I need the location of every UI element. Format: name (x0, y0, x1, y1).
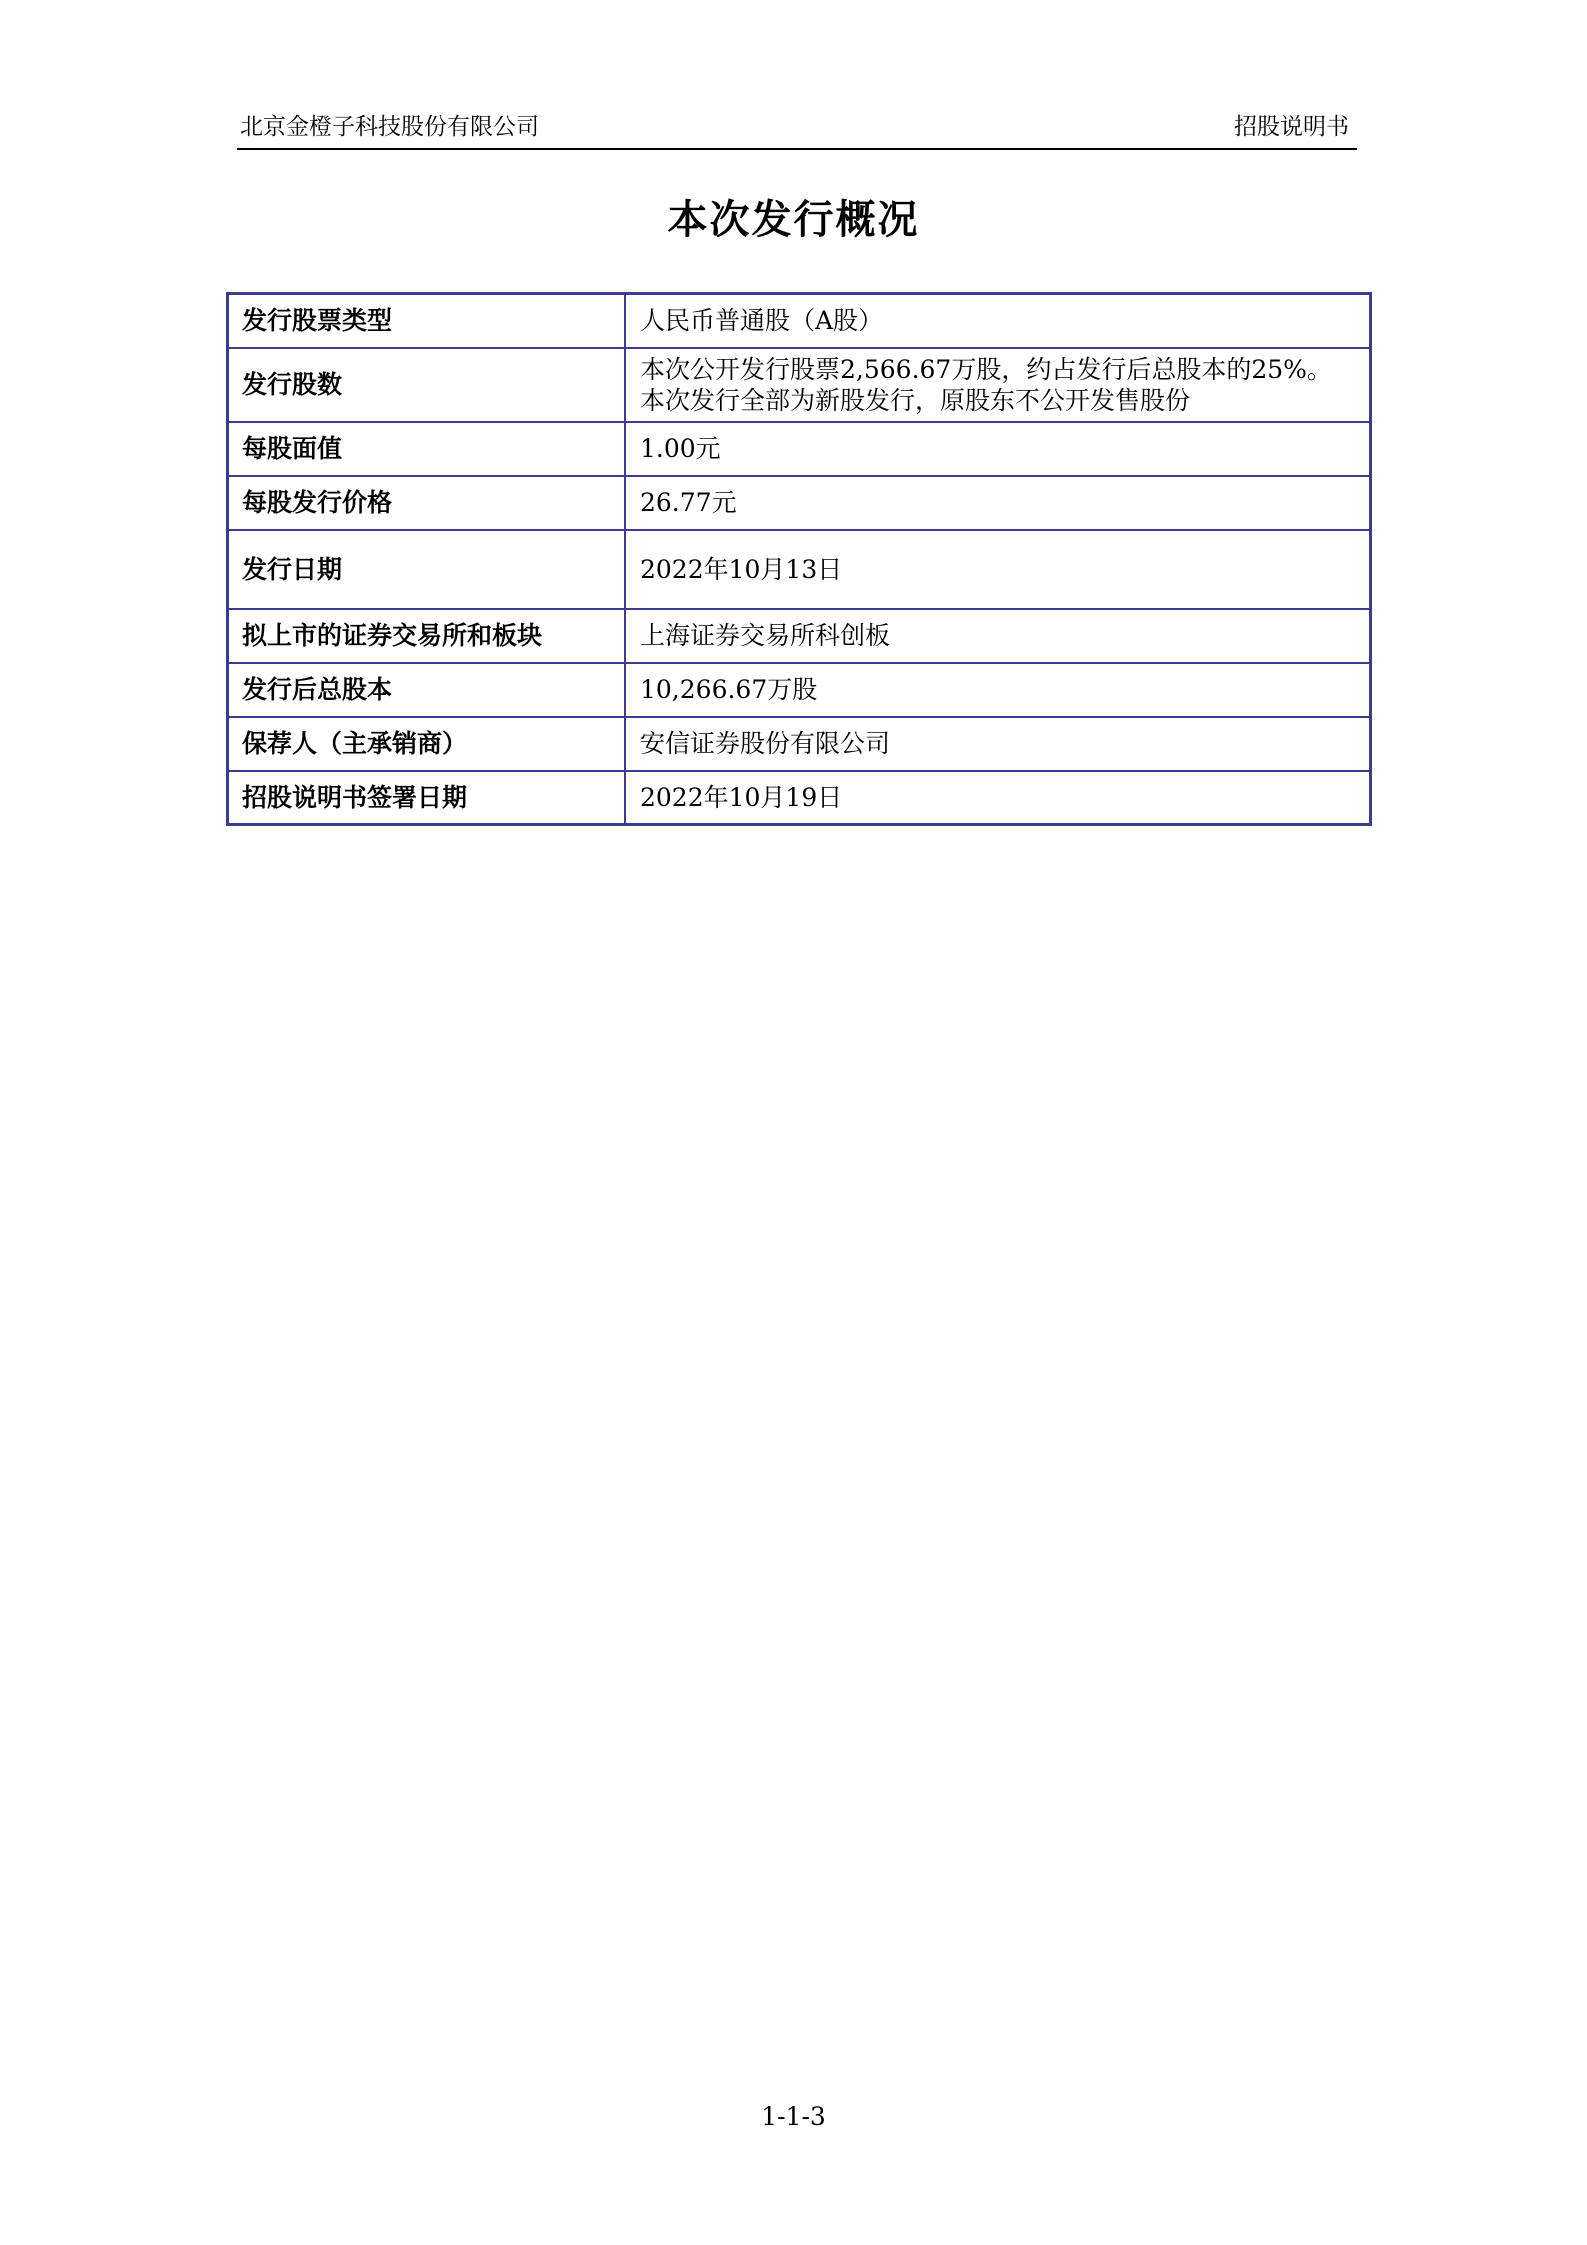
row-value (625, 717, 1371, 771)
table-row (228, 663, 1371, 717)
row-value (625, 663, 1371, 717)
table-row (228, 530, 1371, 609)
row-value-line: 26.77元 (640, 488, 737, 517)
page-header (237, 112, 1357, 150)
row-label: 发行股票类型 (228, 294, 626, 348)
row-value (625, 348, 1371, 422)
table-row (228, 609, 1371, 663)
row-value-line: 上海证券交易所科创板 (640, 621, 891, 650)
row-label: 发行股数 (228, 348, 626, 422)
row-value-line: 2022年10月19日 (640, 782, 843, 812)
row-label: 发行后总股本 (228, 663, 626, 717)
row-label: 发行日期 (228, 530, 626, 609)
row-value-line: 1.00元 (640, 434, 721, 463)
row-value-line: 安信证券股份有限公司 (640, 729, 891, 758)
table-row (228, 422, 1371, 476)
table-row (228, 771, 1371, 825)
row-value-line: 本次公开发行股票2,566.67万股，约占发行后总股本的25%。 (640, 354, 1332, 384)
page-number: 1-1-3 (761, 2102, 826, 2131)
row-label: 每股面值 (228, 422, 626, 476)
header-document-type: 招股说明书 (1234, 114, 1349, 140)
row-label: 拟上市的证券交易所和板块 (228, 609, 626, 663)
table-row (228, 348, 1371, 422)
table-row (228, 476, 1371, 530)
row-value (625, 476, 1371, 530)
row-label: 保荐人（主承销商） (228, 717, 626, 771)
table-row (228, 294, 1371, 348)
row-value (625, 422, 1371, 476)
row-label: 每股发行价格 (228, 476, 626, 530)
row-value-line: 10,266.67万股 (640, 675, 818, 704)
table-row (228, 717, 1371, 771)
page-title: 本次发行概况 (667, 197, 920, 243)
header-company-name: 北京金橙子科技股份有限公司 (240, 114, 539, 140)
row-value-line: 2022年10月13日 (640, 554, 843, 584)
row-value-line: 本次发行全部为新股发行，原股东不公开发售股份 (640, 385, 1191, 415)
row-value (625, 609, 1371, 663)
row-value (625, 294, 1371, 348)
row-value (625, 771, 1371, 825)
row-value (625, 530, 1371, 609)
offering-overview-table (226, 292, 1372, 826)
row-label: 招股说明书签署日期 (228, 771, 626, 825)
row-value-line: 人民币普通股（A股） (640, 306, 884, 336)
